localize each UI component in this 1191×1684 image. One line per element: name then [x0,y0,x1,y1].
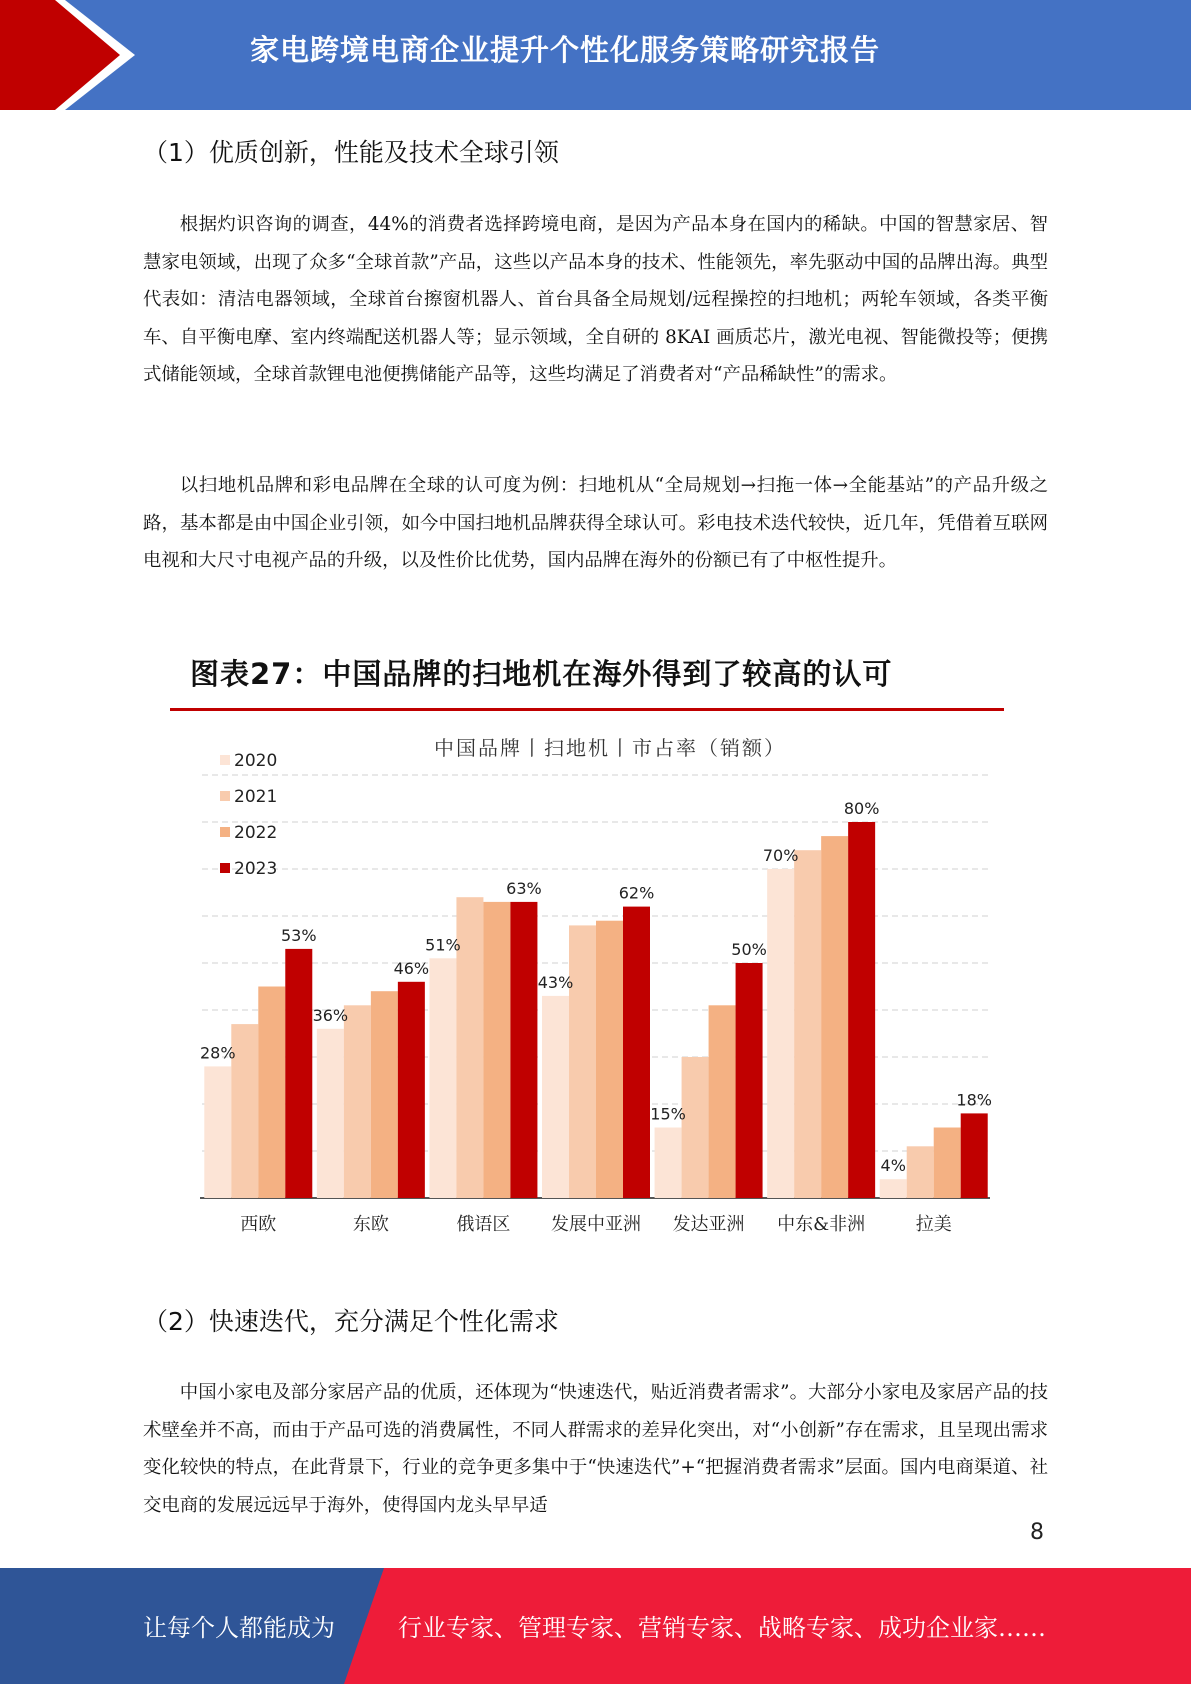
legend-swatch-2023 [220,863,230,873]
bar-2023-2 [510,902,537,1198]
bar-2020-6 [880,1179,907,1198]
bar-2020-4 [655,1128,682,1199]
footer-slogan-left: 让每个人都能成为 [143,1614,335,1642]
bar-chart-svg [190,725,1010,1245]
bar-2021-6 [907,1146,934,1198]
bar-2021-4 [682,1057,709,1198]
bar-2022-6 [934,1128,961,1199]
section2-paragraph-1: 中国小家电及部分家居产品的优质，还体现为“快速迭代，贴近消费者需求”。大部分小家电及家居产品的技术壁垒并不高，而由于产品可选的消费属性，不同人群需求的差异化突出，对“小创新”存在需求，且呈现出需求变化较快的特点，在此背景下，行业的竞争更多集中于“快速迭代”+“把握消费者需求”层面。国内电商渠道、社交电商的发展远远早于海外，使得国内龙头早早适 [143,1382,1048,1516]
bar-2022-5 [821,836,848,1198]
data-label: 53% [281,925,317,945]
bar-2020-0 [204,1066,231,1198]
figure-caption-rule [170,708,1004,711]
x-tick-label: 东欧 [352,1214,389,1235]
chart-x-axis [240,1214,951,1235]
data-label: 63% [506,878,542,898]
data-label: 4% [880,1156,906,1176]
data-label: 43% [537,972,574,992]
bar-2022-3 [596,921,623,1198]
x-tick-label: 发展中亚洲 [551,1214,641,1235]
data-label: 62% [618,883,655,903]
bar-2022-0 [258,987,285,1199]
header-title: 家电跨境电商企业提升个性化服务策略研究报告 [250,33,881,67]
bar-2020-1 [317,1029,344,1198]
page-number: 8 [1030,1520,1044,1545]
data-label: 15% [650,1104,686,1124]
footer-slogan-right: 行业专家、管理专家、营销专家、战略专家、成功企业家…… [398,1614,1046,1642]
figure-caption: 图表27：中国品牌的扫地机在海外得到了较高的认可 [190,657,893,691]
legend-swatch-2021 [220,791,230,801]
bar-2020-3 [542,996,569,1198]
legend-swatch-2020 [220,755,230,765]
bar-2023-4 [736,963,763,1198]
legend-label-2022: 2022 [234,823,278,843]
chart-title: 中国品牌丨扫地机丨市占率（销额） [434,736,786,760]
bar-2022-4 [709,1005,736,1198]
legend-label-2021: 2021 [234,787,278,807]
bar-2022-2 [483,902,510,1198]
x-tick-label: 中东&非洲 [777,1214,866,1235]
page-footer [0,1568,1191,1684]
data-label: 18% [956,1090,992,1110]
bar-2020-5 [767,869,794,1198]
data-label: 46% [393,958,430,978]
legend-swatch-2022 [220,827,230,837]
section-heading-1: （1）优质创新，性能及技术全球引领 [143,138,559,167]
bar-2023-0 [285,949,312,1198]
data-label: 36% [312,1005,349,1025]
legend-label-2020: 2020 [234,751,278,771]
section1-paragraph-2: 以扫地机品牌和彩电品牌在全球的认可度为例：扫地机从“全局规划→扫拖一体→全能基站”的产品升级之路，基本都是由中国企业引领，如今中国扫地机品牌获得全球认可。彩电技术迭代较快，近几年，凭借着互联网电视和大尺寸电视产品的升级，以及性价比优势，国内品牌在海外的份额已有了中枢性提升。 [143,475,1048,571]
legend-label-2023: 2023 [234,859,278,879]
data-label: 80% [843,799,880,818]
data-label: 50% [731,940,767,959]
bar-2023-5 [848,822,875,1198]
bar-2023-6 [961,1113,988,1198]
data-label: 51% [425,935,461,955]
page-header [0,0,1191,110]
data-label: 28% [200,1043,236,1063]
x-tick-label: 西欧 [240,1214,277,1235]
x-tick-label: 拉美 [915,1214,952,1235]
section-heading-2: （2）快速迭代，充分满足个性化需求 [143,1307,559,1336]
bar-2021-1 [344,1005,371,1198]
data-label: 70% [762,846,799,865]
bar-2023-1 [398,982,425,1198]
chart-legend [220,751,277,879]
bar-chart [190,725,1010,1245]
x-tick-label: 发达亚洲 [672,1214,745,1235]
bar-2023-3 [623,907,650,1198]
section1-paragraph-1: 根据灼识咨询的调查，44%的消费者选择跨境电商，是因为产品本身在国内的稀缺。中国的智慧家居、智慧家电领域，出现了众多“全球首款”产品，这些以产品本身的技术、性能领先，率先驱动中国的品牌出海。典型代表如：清洁电器领域，全球首台擦窗机器人、首台具备全局规划/远程操控的扫地机；两轮车领域，各类平衡车、自平衡电摩、室内终端配送机器人等；显示领域，全自研的 8KAI 画质芯片，激光电视、智能微投等；便携式储能领域，全球首款锂电池便携储能产品等，这些均满足了消费者对“产品稀缺性”的需求。 [143,214,1048,385]
x-tick-label: 俄语区 [456,1214,511,1235]
bar-2021-5 [794,850,821,1198]
bar-2021-3 [569,925,596,1198]
bar-2022-1 [371,991,398,1198]
bar-2020-2 [429,958,456,1198]
